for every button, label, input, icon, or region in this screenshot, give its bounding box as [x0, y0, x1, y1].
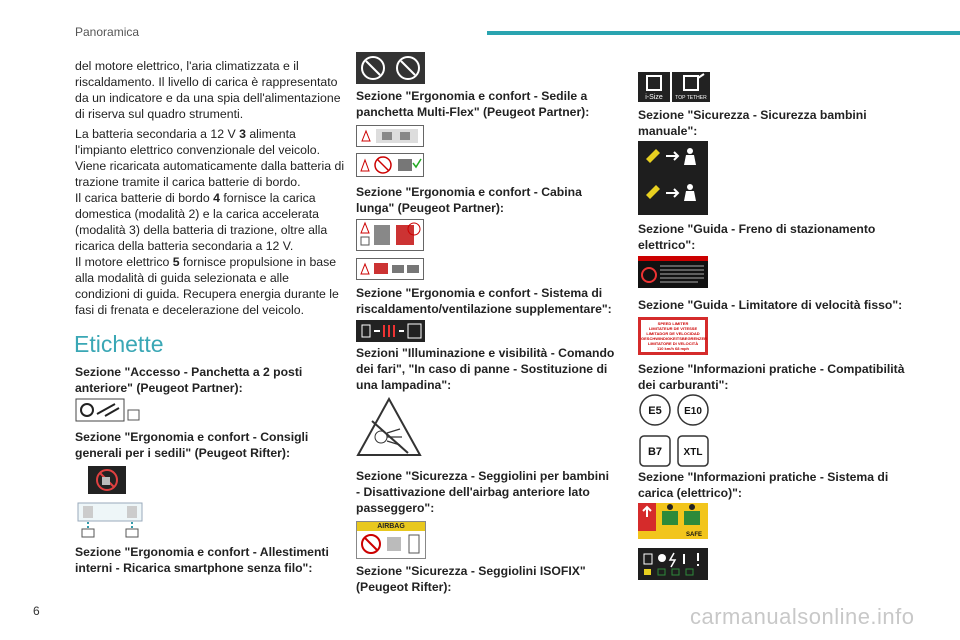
fuel-xtl-text: XTL	[683, 447, 703, 458]
label-section-headlamps: Sezioni "Illuminazione e visibilità - Comando dei fari", "In caso di panne - Sostituzione di una lampadina":	[356, 346, 615, 392]
charging-safe-text: SAFE	[685, 532, 702, 538]
label-section-speed-limiter: Sezione "Guida - Limitatore di velocità fisso":	[638, 298, 903, 312]
charging-label	[638, 503, 708, 539]
header-accent-bar	[487, 31, 960, 35]
headlamp-adjust-icon	[356, 397, 422, 459]
rear-seats-diagram-icon	[77, 502, 143, 538]
label-section-child-airbag: Sezione "Sicurezza - Seggiolini per bambini - Disattivazione dell'airbag anteriore lato passeggero":	[356, 469, 609, 515]
isize-icon	[638, 72, 670, 102]
page-header-title: Panoramica	[75, 25, 140, 39]
label-section-wireless-charging: Sezione "Ergonomia e confort - Allestimenti interni - Ricarica smartphone senza filo":	[75, 545, 329, 575]
charging-status-icon	[638, 548, 708, 580]
page-number: 6	[33, 604, 40, 618]
fuel-e10-icon	[676, 393, 710, 427]
label-section-fuel-compat: Sezione "Informazioni pratiche - Compatibilità dei carburanti":	[638, 362, 905, 392]
speed-limiter-line-2: LIMITATEUR DE VITESSE	[648, 326, 698, 331]
bench-seat-label-icon	[75, 398, 141, 422]
label-section-access: Sezione "Accesso - Panchetta a 2 posti anteriore" (Peugeot Partner):	[75, 365, 303, 395]
parking-brake-label-icon	[638, 256, 708, 288]
long-cab-label-2-icon	[356, 258, 424, 280]
label-section-heating: Sezione "Ergonomia e confort - Sistema di riscaldamento/ventilazione supplementare":	[356, 286, 612, 316]
label-section-parking-brake: Sezione "Guida - Freno di stazionamento elettrico":	[638, 222, 876, 252]
top-tether-icon	[672, 72, 710, 102]
fuel-e5-text: E5	[648, 405, 662, 417]
paragraph-battery: La batteria secondaria a 12 V 3 alimenta l'impianto elettrico convenzionale del veicolo. Viene ricaricata automaticamente dalla batteria di trazione tramite il carica batterie di bordo.	[75, 127, 345, 189]
label-section-charging: Sezione "Informazioni pratiche - Sistema di carica (elettrico)":	[638, 470, 889, 500]
fuel-xtl-icon	[676, 434, 710, 468]
speed-limiter-line-3: LIMITADOR DE VELOCIDAD	[646, 331, 700, 336]
label-section-seats-advice: Sezione "Ergonomia e confort - Consigli generali per i sedili" (Peugeot Rifter):	[75, 430, 309, 460]
airbag-warning-label	[356, 521, 426, 559]
heating-system-icon	[356, 320, 425, 342]
multiflex-seat-icon	[356, 52, 425, 84]
seat-warning-icon	[87, 465, 127, 495]
speed-limiter-line-1: SPEED LIMITER	[657, 321, 689, 326]
airbag-label-text: AIRBAG	[357, 522, 425, 531]
speed-limiter-line-5: LIMITATORE DI VELOCITÀ	[647, 341, 699, 346]
fuel-b7-icon	[638, 434, 672, 468]
long-cab-label-icon	[356, 219, 424, 251]
child-lock-icon	[638, 141, 708, 215]
top-tether-label: TOP TETHER	[675, 95, 707, 101]
label-section-long-cab: Sezione "Ergonomia e confort - Cabina lunga" (Peugeot Partner):	[356, 185, 582, 215]
charging-steps-icon	[638, 503, 708, 531]
fuel-e5-icon	[638, 393, 672, 427]
label-section-multiflex: Sezione "Ergonomia e confort - Sedile a panchetta Multi-Flex" (Peugeot Partner):	[356, 89, 590, 119]
speed-limiter-label	[638, 317, 708, 355]
speed-limiter-line-4: GESCHWINDIGKEITSBEGRENZER	[641, 336, 708, 341]
paragraph-motor: Il motore elettrico 5 fornisce propulsione in base alla modalità di guida selezionata e alle condizioni di guida. Recupera energia durante le fasi di frenata e decelerazione del veicolo.	[75, 255, 339, 317]
section-heading-labels: Etichette	[74, 331, 164, 357]
multiflex-label-1-icon	[356, 125, 424, 147]
fuel-b7-text: B7	[647, 446, 663, 458]
watermark: carmanualsonline.info	[690, 604, 915, 629]
speed-limiter-line-6: 110 km/h 68 mph	[656, 346, 689, 351]
airbag-child-seat-icon	[357, 531, 425, 557]
multiflex-label-2-icon	[356, 153, 424, 177]
fuel-e10-text: E10	[684, 406, 702, 417]
label-section-child-lock: Sezione "Sicurezza - Sicurezza bambini manuale":	[638, 108, 867, 138]
paragraph-charger: Il carica batterie di bordo 4 fornisce la carica domestica (modalità 2) e la carica accelerata (modalità 3) della batteria di trazione, oltre alla ricarica della batteria secondaria a 12 V.	[75, 191, 328, 253]
paragraph-energy: del motore elettrico, l'aria climatizzata e il riscaldamento. Il livello di carica è rappresentato da un indicatore e da una spia dell'alimentazione di riserva sul quadro strumenti.	[75, 59, 341, 121]
label-section-isofix: Sezione "Sicurezza - Seggiolini ISOFIX" (Peugeot Rifter):	[356, 564, 586, 594]
isize-label: i-Size	[645, 94, 663, 101]
